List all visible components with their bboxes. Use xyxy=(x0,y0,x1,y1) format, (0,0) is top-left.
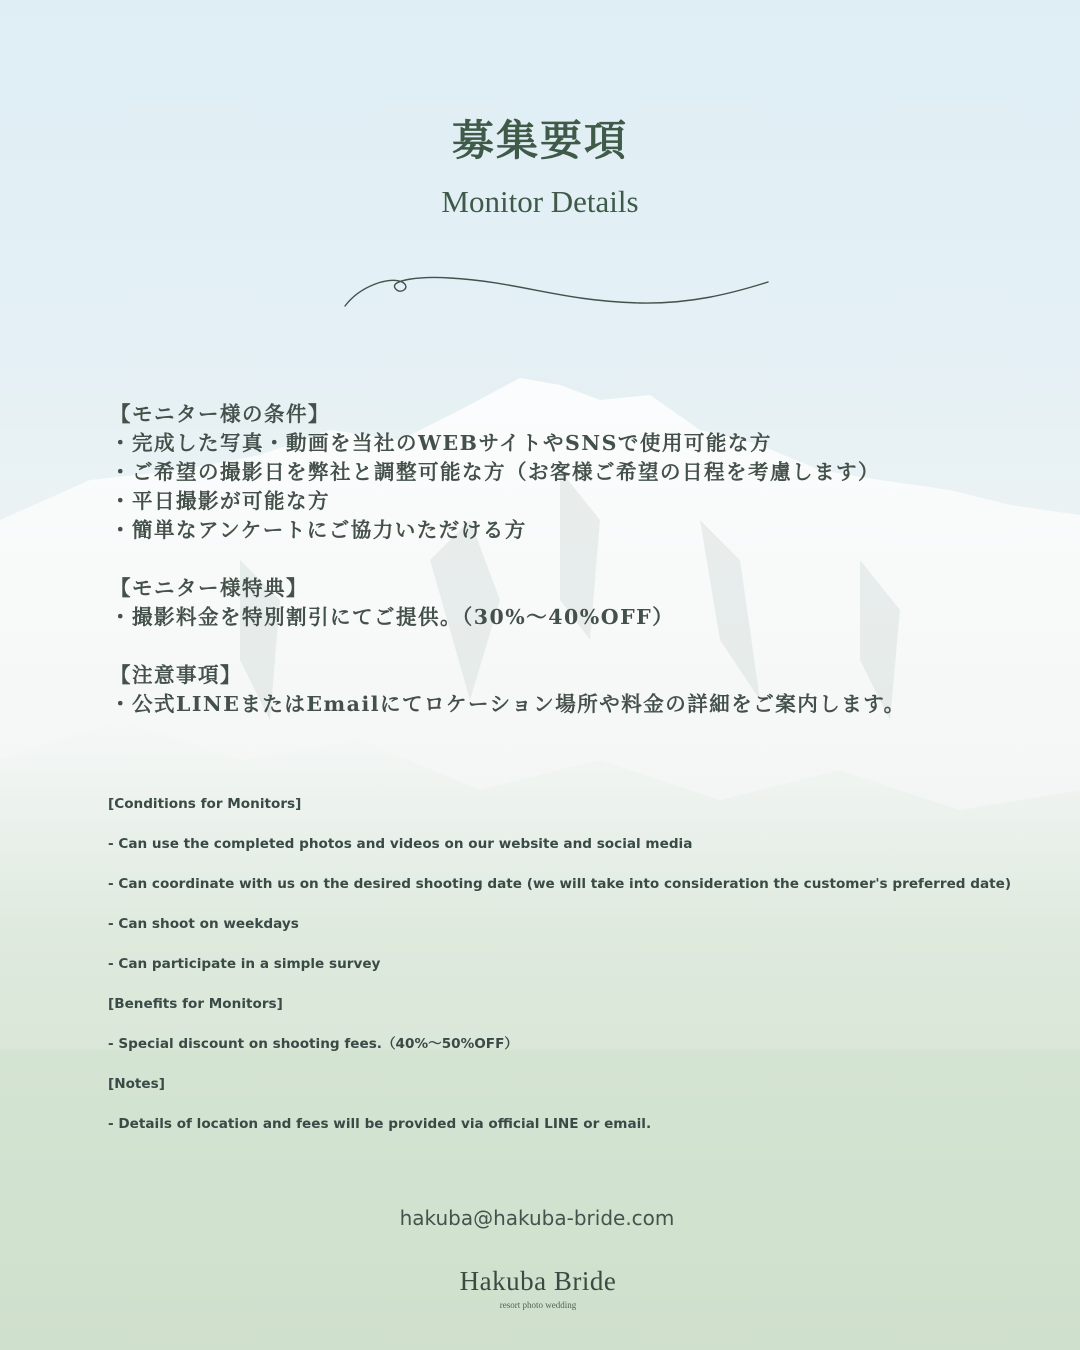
jp-condition-item: ・簡単なアンケートにご協力いただける方 xyxy=(110,518,527,542)
en-condition-item: - Can coordinate with us on the desired shooting date (we will take into consideration the customer's preferred date) xyxy=(108,876,1012,892)
contact-email[interactable]: hakuba@hakuba-bride.com xyxy=(399,1206,675,1230)
en-benefit-item: - Special discount on shooting fees.（40%～50%OFF） xyxy=(108,1036,518,1052)
spacer xyxy=(110,545,1010,574)
jp-condition-item: ・平日撮影が可能な方 xyxy=(110,489,330,513)
jp-benefit-item: ・撮影料金を特別割引にてご提供。（30%～40%OFF） xyxy=(110,605,675,629)
jp-conditions-heading: 【モニター様の条件】 xyxy=(110,402,330,426)
jp-condition-item: ・完成した写真・動画を当社のWEBサイトやSNSで使用可能な方 xyxy=(110,431,772,455)
spacer xyxy=(110,632,1010,661)
brand-logo: Hakuba Bride xyxy=(459,1266,617,1296)
en-condition-item: - Can shoot on weekdays xyxy=(108,916,299,932)
jp-notes-heading: 【注意事項】 xyxy=(110,663,242,687)
jp-details xyxy=(110,400,1010,719)
en-conditions-heading: [Conditions for Monitors] xyxy=(108,796,302,812)
brand-tagline: resort photo wedding xyxy=(499,1300,577,1310)
page-subtitle: Monitor Details xyxy=(441,184,639,219)
decorative-flourish-icon xyxy=(340,266,772,316)
en-details xyxy=(108,784,1012,1144)
en-condition-item: - Can use the completed photos and videos on our website and social media xyxy=(108,836,693,852)
page-title: 募集要項 xyxy=(451,116,628,165)
en-condition-item: - Can participate in a simple survey xyxy=(108,956,381,972)
en-note-item: - Details of location and fees will be provided via official LINE or email. xyxy=(108,1116,652,1132)
jp-benefits-heading: 【モニター様特典】 xyxy=(110,576,308,600)
jp-condition-item: ・ご希望の撮影日を弊社と調整可能な方（お客様ご希望の日程を考慮します） xyxy=(110,460,880,484)
en-benefits-heading: [Benefits for Monitors] xyxy=(108,996,283,1012)
en-notes-heading: [Notes] xyxy=(108,1076,165,1092)
jp-note-item: ・公式LINEまたはEmailにてロケーション場所や料金の詳細をご案内します。 xyxy=(110,692,906,716)
